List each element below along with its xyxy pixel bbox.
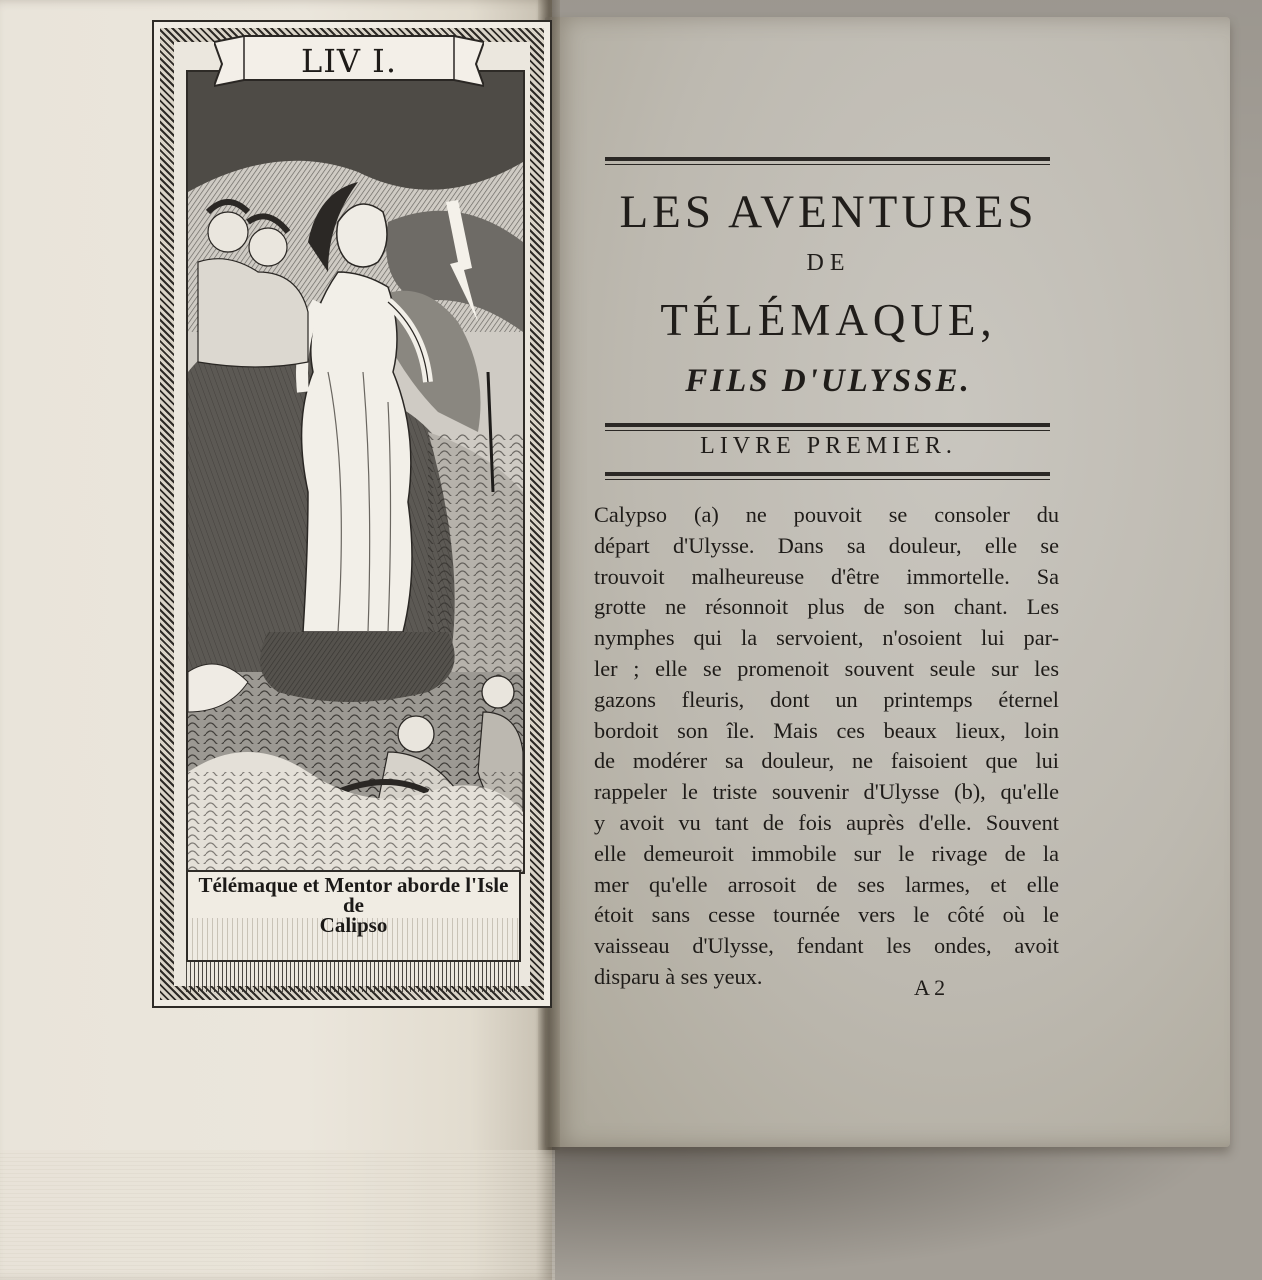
engraving-illustration xyxy=(188,72,523,872)
caption-line-2: Calipso xyxy=(319,913,388,937)
body-line: trouvoit malheureuse d'être immortelle. Sa xyxy=(594,563,1059,589)
plate-caption xyxy=(196,872,511,935)
heading-bottom-rule xyxy=(605,472,1050,476)
body-line: mer qu'elle arrosoit de ses larmes, et elle xyxy=(594,871,1059,897)
body-line: de modérer sa douleur, ne faisoient que lui xyxy=(594,748,1059,774)
body-line: gazons fleuris, dont un printemps éternel xyxy=(594,686,1059,712)
body-text xyxy=(594,500,1059,993)
caption-line-1: Télémaque et Mentor aborde l'Isle de xyxy=(198,873,509,917)
signature-mark: A 2 xyxy=(914,975,946,1000)
body-line: ler ; elle se promenoit souvent seule sur les xyxy=(594,655,1059,681)
title-line-3: TÉLÉMAQUE, xyxy=(660,295,997,345)
heading-top-rule xyxy=(605,423,1050,427)
body-line: grotte ne résonnoit plus de son chant. Les xyxy=(594,594,1059,620)
title-line-1: LES AVENTURES xyxy=(619,186,1038,238)
page-edges xyxy=(0,1150,555,1280)
body-line: départ d'Ulysse. Dans sa douleur, elle se xyxy=(594,532,1059,558)
banner-label: LIV I. xyxy=(301,42,397,80)
engraving-scene xyxy=(186,70,525,874)
title-line-4: FILS D'ULYSSE. xyxy=(685,363,972,399)
top-double-rule xyxy=(605,157,1050,161)
body-line: bordoit son île. Mais ces beaux lieux, loin xyxy=(594,717,1059,743)
title-line-2: DE xyxy=(806,250,851,276)
body-line: rappeler le triste souvenir d'Ulysse (b), qu'elle xyxy=(594,779,1059,805)
body-line: disparu à ses yeux. xyxy=(594,963,763,989)
book-heading: LIVRE PREMIER. xyxy=(700,433,957,459)
body-line: Calypso (a) ne pouvoit se consoler du xyxy=(594,502,1059,527)
body-line: elle demeuroit immobile sur le rivage de la xyxy=(594,840,1059,866)
caption-panel xyxy=(186,870,521,962)
body-line: étoit sans cesse tournée vers le côté où le xyxy=(594,902,1059,928)
body-line: nymphes qui la servoient, n'osoient lui par- xyxy=(594,625,1059,651)
body-line: vaisseau d'Ulysse, fendant les ondes, avoit xyxy=(594,933,1059,959)
body-line: y avoit vu tant de fois auprès d'elle. Souvent xyxy=(594,809,1059,835)
fringe-decoration xyxy=(186,962,521,992)
engraving-plate xyxy=(152,20,552,1008)
